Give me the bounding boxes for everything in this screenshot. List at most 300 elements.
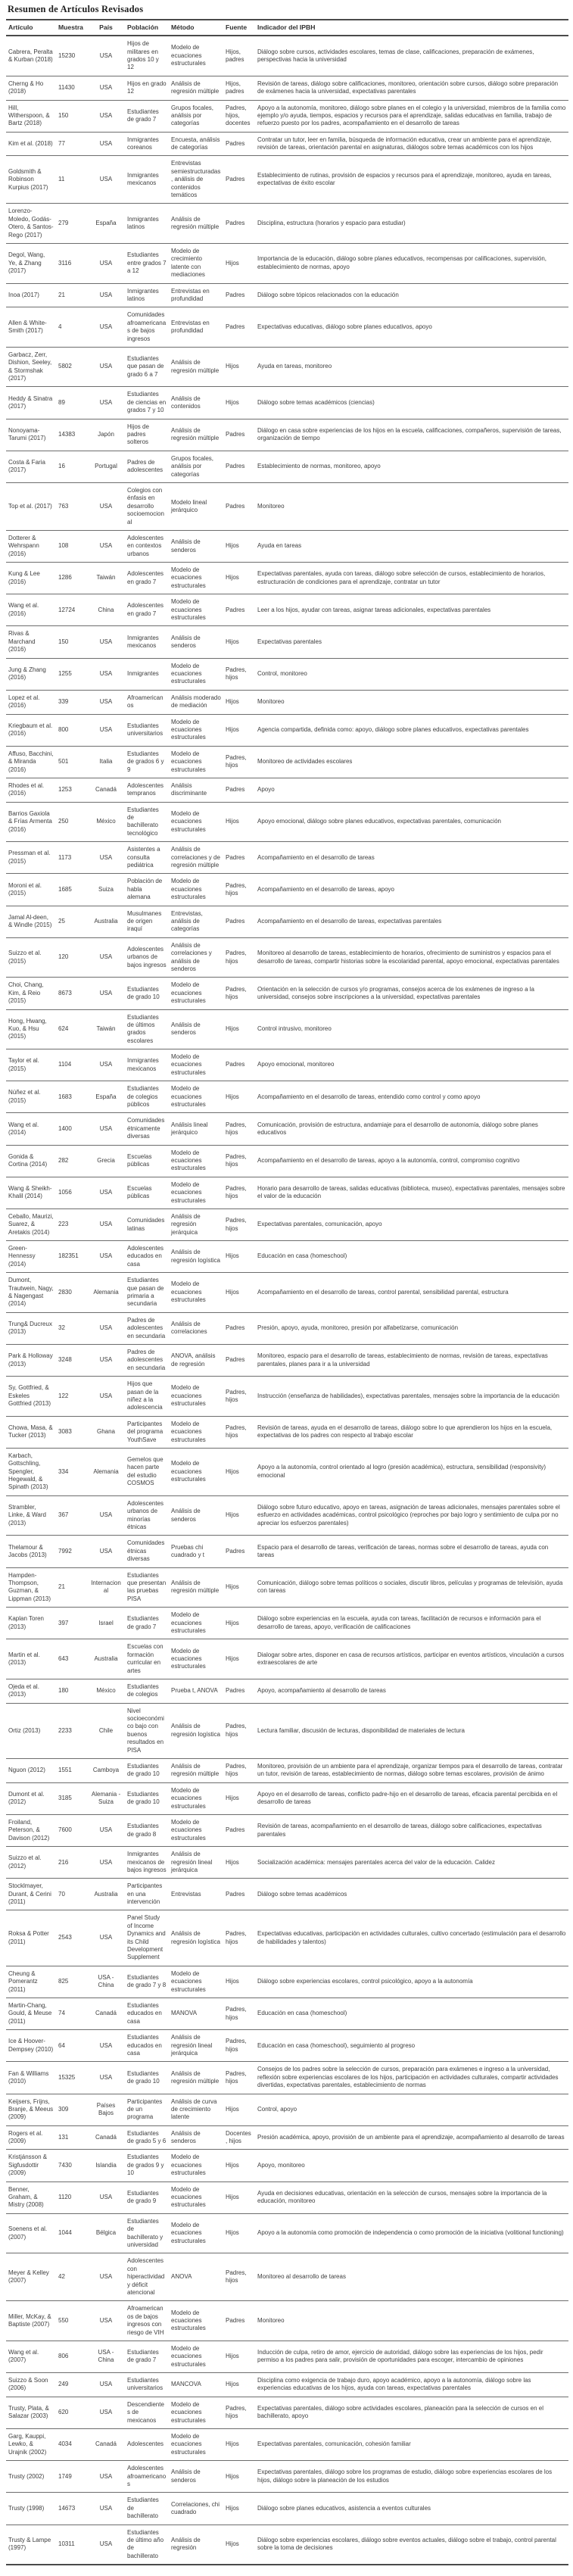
cell-fuente: Hijos bbox=[223, 1639, 255, 1679]
cell-muestra: 122 bbox=[56, 1377, 87, 1417]
table-row bbox=[6, 874, 568, 906]
cell-pais: USA bbox=[87, 2493, 125, 2525]
cell-poblacion: Estudiantes educados en casa bbox=[125, 2030, 169, 2062]
cell-articulo: Froiland, Peterson, & Davison (2012) bbox=[6, 1814, 56, 1846]
cell-pais: USA bbox=[87, 842, 125, 874]
table-row bbox=[6, 1312, 568, 1344]
table-row bbox=[6, 243, 568, 283]
cell-poblacion: Estudiantes de bachillerato bbox=[125, 2493, 169, 2525]
cell-indicador: Control, apoyo bbox=[255, 2094, 568, 2125]
cell-fuente: Padres, hijos, docentes bbox=[223, 100, 255, 132]
cell-pais: USA bbox=[87, 530, 125, 562]
cell-metodo: Modelo de ecuaciones estructurales bbox=[169, 714, 223, 746]
cell-fuente: Padres, hijos bbox=[223, 978, 255, 1009]
cell-muestra: 339 bbox=[56, 690, 87, 714]
table-header bbox=[6, 20, 568, 36]
table-row bbox=[6, 842, 568, 874]
cell-articulo: Benner, Graham, & Mistry (2008) bbox=[6, 2181, 56, 2213]
cell-pais: USA bbox=[87, 156, 125, 204]
cell-poblacion: Hijos de padres solteros bbox=[125, 419, 169, 451]
table-row bbox=[6, 1345, 568, 1377]
cell-articulo: Kristjánsson & Sigfusdottir (2009) bbox=[6, 2150, 56, 2181]
cell-fuente: Padres, hijos bbox=[223, 1416, 255, 1448]
table-row bbox=[6, 1208, 568, 1240]
table-row bbox=[6, 2094, 568, 2125]
cell-articulo: Barrios Gaxiola & Frías Armenta (2016) bbox=[6, 802, 56, 842]
cell-metodo: Análisis de correlaciones bbox=[169, 1312, 223, 1344]
cell-muestra: 1173 bbox=[56, 842, 87, 874]
table-row bbox=[6, 1608, 568, 1639]
cell-pais: México bbox=[87, 802, 125, 842]
cell-pais: Canadá bbox=[87, 778, 125, 802]
cell-indicador: Expectativas educativas, diálogo sobre planes educativos, apoyo bbox=[255, 307, 568, 348]
table-row bbox=[6, 1639, 568, 1679]
cell-indicador: Revisión de tareas, ayuda en el desarrollo de tareas, diálogo sobre lo que aprendieron los hijos en la escuela, expectativas de los padres con respecto al trabajo escolar bbox=[255, 1416, 568, 1448]
cell-poblacion: Estudiantes de grado 7 y 8 bbox=[125, 1966, 169, 1997]
cell-metodo: Análisis de regresión jerárquica bbox=[169, 1208, 223, 1240]
cell-poblacion: Estudiantes de grados 9 y 10 bbox=[125, 2150, 169, 2181]
cell-muestra: 150 bbox=[56, 626, 87, 658]
cell-metodo: Modelo de ecuaciones estructurales bbox=[169, 2429, 223, 2461]
cell-articulo: Rogers et al. (2009) bbox=[6, 2125, 56, 2150]
cell-indicador: Acompañamiento en el desarrollo de tareas, control parental, sensibilidad parental, estructura bbox=[255, 1273, 568, 1313]
cell-metodo: Análisis de regresión múltiple bbox=[169, 1567, 223, 1608]
cell-poblacion: Adolescentes en grado 7 bbox=[125, 563, 169, 594]
cell-metodo: Análisis de regresión bbox=[169, 2525, 223, 2565]
cell-muestra: 64 bbox=[56, 2030, 87, 2062]
cell-poblacion: Estudiantes que presentan las pruebas PISA bbox=[125, 1567, 169, 1608]
column-header-metodo: Método bbox=[169, 20, 223, 36]
cell-poblacion: Comunidades étnicas diversas bbox=[125, 1536, 169, 1567]
table-row bbox=[6, 1177, 568, 1208]
cell-indicador: Comunicación, diálogo sobre temas políticos o sociales, discutir libros, películas y programas de televisión, ayuda con tareas bbox=[255, 1567, 568, 1608]
cell-fuente: Padres bbox=[223, 1879, 255, 1910]
cell-indicador: Diálogo sobre temas académicos (ciencias) bbox=[255, 387, 568, 419]
cell-indicador: Apoyo emocional, monitoreo bbox=[255, 1049, 568, 1081]
cell-metodo: Pruebas chi cuadrado y t bbox=[169, 1536, 223, 1567]
cell-metodo: Modelo de crecimiento latente con mediaciones bbox=[169, 243, 223, 283]
cell-indicador: Orientación en la selección de cursos y/o programas, consejos acerca de los exámenes de ingreso a la universidad, consejos sobre inscripciones a la universidad, expectativas parentales bbox=[255, 978, 568, 1009]
cell-poblacion: Estudiantes de último año de bachillerato bbox=[125, 2525, 169, 2565]
cell-poblacion: Estudiantes de grados 6 y 9 bbox=[125, 746, 169, 778]
cell-pais: USA bbox=[87, 283, 125, 307]
cell-articulo: Hill, Witherspoon, & Bartz (2018) bbox=[6, 100, 56, 132]
cell-fuente: Padres, hijos bbox=[223, 1910, 255, 1966]
cell-pais: USA bbox=[87, 2461, 125, 2493]
cell-articulo: Roksa & Potter (2011) bbox=[6, 1910, 56, 1966]
cell-indicador: Educación en casa (homeschool) bbox=[255, 1998, 568, 2030]
cell-fuente: Hijos, padres bbox=[226, 48, 244, 63]
cell-fuente: Padres, hijos bbox=[223, 1998, 255, 2030]
cell-pais: USA bbox=[87, 1208, 125, 1240]
cell-muestra: 1253 bbox=[56, 778, 87, 802]
cell-poblacion: Hijos que pasan de la niñez a la adolescencia bbox=[125, 1377, 169, 1417]
table-row bbox=[6, 626, 568, 658]
cell-pais: USA bbox=[87, 387, 125, 419]
cell-metodo: Entrevistas bbox=[169, 1879, 223, 1910]
cell-metodo: Modelo de ecuaciones estructurales bbox=[169, 2397, 223, 2428]
cell-metodo: Entrevistas semiestructuradas, análisis de contenidos temáticos bbox=[169, 156, 223, 204]
cell-articulo: Costa & Faria (2017) bbox=[6, 451, 56, 482]
cell-poblacion: Adolescentes en grado 7 bbox=[125, 594, 169, 626]
cell-articulo: Núñez et al. (2015) bbox=[6, 1081, 56, 1113]
column-header-pais: País bbox=[87, 20, 125, 36]
cell-indicador: Apoyo en el desarrollo de tareas, conflicto padre-hijo en el desarrollo de tareas, eficacia parental percibida en el desarrollo de tareas bbox=[255, 1782, 568, 1814]
cell-fuente: Padres bbox=[223, 1312, 255, 1344]
cell-articulo: Nonoyama-Tarumi (2017) bbox=[6, 419, 56, 451]
cell-pais: USA bbox=[87, 690, 125, 714]
cell-metodo: Entrevistas, análisis de categorías bbox=[169, 906, 223, 937]
cell-poblacion: Estudiantes universitarios bbox=[125, 2373, 169, 2397]
cell-poblacion: Adolescentes afroamericanos bbox=[125, 2461, 169, 2493]
cell-poblacion: Comunidades étnicamente diversas bbox=[125, 1113, 169, 1145]
cell-indicador: Apoyo, monitoreo bbox=[255, 2150, 568, 2181]
cell-indicador: Monitoreo bbox=[255, 690, 568, 714]
cell-pais: USA bbox=[87, 76, 125, 100]
table-row bbox=[6, 1567, 568, 1608]
cell-poblacion: Estudiantes que pasan de grado 6 a 7 bbox=[125, 347, 169, 387]
table-row bbox=[6, 2493, 568, 2525]
cell-metodo: Análisis de senderos bbox=[169, 530, 223, 562]
cell-fuente: Hijos bbox=[223, 387, 255, 419]
cell-poblacion: Musulmanes de origen iraquí bbox=[125, 906, 169, 937]
table-row bbox=[6, 387, 568, 419]
cell-metodo: Modelo de ecuaciones estructurales bbox=[169, 1966, 223, 1997]
cell-indicador: Instrucción (enseñanza de habilidades), expectativas parentales, mensajes sobre la importancia de la educación bbox=[255, 1377, 568, 1417]
cell-muestra: 800 bbox=[56, 714, 87, 746]
cell-fuente: Hijos bbox=[223, 1608, 255, 1639]
column-header-poblacion: Población bbox=[125, 20, 169, 36]
table-row bbox=[6, 1377, 568, 1417]
cell-fuente: Hijos bbox=[223, 2094, 255, 2125]
cell-indicador: Apoyo a la autonomía como promoción de independencia o como promoción de la iniciativa (volitional functioning) bbox=[255, 2213, 568, 2253]
cell-muestra: 282 bbox=[56, 1145, 87, 1177]
cell-articulo: Goldsmith & Robinson Kurpius (2017) bbox=[6, 156, 56, 204]
table-row bbox=[6, 1416, 568, 1448]
cell-poblacion: Inmigrantes latinos bbox=[125, 204, 169, 244]
cell-poblacion: Estudiantes de grado 10 bbox=[125, 2062, 169, 2094]
cell-indicador: Contratar un tutor, leer en familia, búsqueda de información educativa, crear un ambiente para el aprendizaje, revisión de tareas, orientación parental en asignaturas, diálogos sobre temas académicos con los hijos bbox=[255, 132, 568, 156]
cell-indicador: Leer a los hijos, ayudar con tareas, asignar tareas adicionales, expectativas parentales bbox=[255, 594, 568, 626]
cell-muestra: 1255 bbox=[56, 658, 87, 690]
cell-articulo: Cheung & Pomerantz (2011) bbox=[6, 1966, 56, 1997]
cell-fuente: Hijos bbox=[223, 1782, 255, 1814]
cell-pais: España bbox=[87, 204, 125, 244]
cell-muestra: 1044 bbox=[56, 2213, 87, 2253]
cell-indicador: Inducción de culpa, retiro de amor, ejercicio de autoridad, diálogo sobre las experiencias de los hijos, pedir permiso a los padres para salir, provisión de oportunidades para escoger, intercambio de opiniones bbox=[255, 2341, 568, 2372]
cell-fuente: Padres bbox=[223, 594, 255, 626]
cell-muestra: 1551 bbox=[56, 1759, 87, 1783]
cell-fuente: Padres bbox=[223, 419, 255, 451]
cell-poblacion: Estudiantes de grado 7 bbox=[125, 2341, 169, 2372]
table-body bbox=[6, 36, 568, 2565]
cell-muestra: 4 bbox=[56, 307, 87, 348]
cell-metodo: Análisis de senderos bbox=[169, 1495, 223, 1536]
cell-articulo: Keijsers, Frijns, Branje, & Meeus (2009) bbox=[6, 2094, 56, 2125]
cell-indicador: Diálogo sobre temas académicos bbox=[255, 1879, 568, 1910]
cell-poblacion: Adolescentes urbanos de bajos ingresos bbox=[125, 937, 169, 978]
cell-articulo: Hampden-Thompson, Guzman, & Lippman (2013) bbox=[6, 1567, 56, 1608]
cell-muestra: 12724 bbox=[56, 594, 87, 626]
cell-poblacion: Adolescentes en contextos urbanos bbox=[125, 530, 169, 562]
cell-pais: USA bbox=[87, 100, 125, 132]
cell-poblacion: Inmigrantes mexicanos bbox=[125, 156, 169, 204]
cell-metodo: Entrevistas en profundidad bbox=[169, 283, 223, 307]
cell-metodo: Modelo de ecuaciones estructurales bbox=[169, 1782, 223, 1814]
cell-pais: USA bbox=[87, 1113, 125, 1145]
cell-articulo: Affuso, Bacchini, & Miranda (2016) bbox=[6, 746, 56, 778]
cell-metodo: Modelo de ecuaciones estructurales bbox=[169, 1416, 223, 1448]
cell-fuente: Padres bbox=[223, 2301, 255, 2341]
cell-poblacion: Hijos en grado 12 bbox=[125, 76, 169, 100]
cell-muestra: 14383 bbox=[56, 419, 87, 451]
table-row bbox=[6, 2373, 568, 2397]
table-row bbox=[6, 156, 568, 204]
cell-indicador: Comunicación, provisión de estructura, andamiaje para el desarrollo de autonomía, diálogo sobre planes educativos bbox=[255, 1113, 568, 1145]
cell-poblacion: Escuelas con formación curricular en artes bbox=[125, 1639, 169, 1679]
header-row bbox=[6, 20, 568, 36]
cell-pais: Suiza bbox=[87, 874, 125, 906]
cell-metodo: Modelo de ecuaciones estructurales bbox=[169, 1273, 223, 1313]
cell-articulo: Pressman et al. (2015) bbox=[6, 842, 56, 874]
cell-fuente: Padres bbox=[223, 482, 255, 530]
cell-articulo: Cherng & Ho (2018) bbox=[6, 76, 56, 100]
cell-fuente: Padres bbox=[223, 906, 255, 937]
column-header-indicador: Indicador del IPBH bbox=[255, 20, 568, 36]
cell-articulo: Cabrera, Peralta & Kurban (2018) bbox=[8, 48, 53, 63]
cell-metodo: Modelo de ecuaciones estructurales bbox=[169, 978, 223, 1009]
table-row bbox=[6, 563, 568, 594]
cell-pais: Internacional bbox=[87, 1567, 125, 1608]
cell-muestra: 3248 bbox=[56, 1345, 87, 1377]
cell-muestra: 7430 bbox=[56, 2150, 87, 2181]
cell-pais: USA bbox=[87, 714, 125, 746]
cell-muestra: 3116 bbox=[56, 243, 87, 283]
cell-muestra: 397 bbox=[56, 1608, 87, 1639]
cell-metodo: Análisis de regresión múltiple bbox=[169, 76, 223, 100]
cell-poblacion: Hijos de militares en grados 10 y 12 bbox=[127, 40, 159, 71]
table-row bbox=[6, 1049, 568, 1081]
cell-poblacion: Adolescentes educados en casa bbox=[125, 1241, 169, 1273]
cell-metodo: Modelo de ecuaciones estructurales bbox=[169, 1049, 223, 1081]
cell-fuente: Hijos bbox=[223, 1567, 255, 1608]
cell-indicador: Acompañamiento en el desarrollo de tareas, apoyo a la autonomía, control, compromiso cognitivo bbox=[255, 1145, 568, 1177]
cell-pais: Bélgica bbox=[87, 2213, 125, 2253]
cell-pais: Italia bbox=[87, 746, 125, 778]
cell-articulo: Trusty (2002) bbox=[6, 2461, 56, 2493]
cell-poblacion: Adolescentes bbox=[125, 2429, 169, 2461]
cell-muestra: 309 bbox=[56, 2094, 87, 2125]
cell-poblacion: Adolescentes urbanos de minorías étnicas bbox=[125, 1495, 169, 1536]
cell-pais: USA bbox=[87, 307, 125, 348]
cell-indicador: Diálogo en casa sobre experiencias de los hijos en la escuela, calificaciones, compañeros, supervisión de tareas, organización de tiempo bbox=[255, 419, 568, 451]
cell-pais: USA bbox=[87, 978, 125, 1009]
cell-pais: USA bbox=[87, 1814, 125, 1846]
cell-metodo: Análisis lineal jerárquico bbox=[169, 1113, 223, 1145]
cell-pais: USA bbox=[87, 2030, 125, 2062]
cell-poblacion: Participantes de un programa bbox=[125, 2094, 169, 2125]
cell-pais: Australia bbox=[87, 906, 125, 937]
cell-muestra: 1104 bbox=[56, 1049, 87, 1081]
cell-muestra: 15325 bbox=[56, 2062, 87, 2094]
cell-fuente: Padres, hijos bbox=[223, 658, 255, 690]
cell-pais: Grecia bbox=[87, 1145, 125, 1177]
table-row bbox=[6, 802, 568, 842]
cell-indicador: Acompañamiento en el desarrollo de tareas bbox=[255, 842, 568, 874]
cell-poblacion: Estudiantes de grado 10 bbox=[125, 1759, 169, 1783]
cell-muestra: 5802 bbox=[56, 347, 87, 387]
table-row bbox=[6, 778, 568, 802]
cell-poblacion: Población de habla alemana bbox=[125, 874, 169, 906]
cell-metodo: Modelo de ecuaciones estructurales bbox=[169, 1177, 223, 1208]
cell-metodo: Análisis de regresión múltiple bbox=[169, 204, 223, 244]
cell-muestra: 249 bbox=[56, 2373, 87, 2397]
cell-metodo: Análisis de correlaciones y análisis de senderos bbox=[169, 937, 223, 978]
cell-articulo: Taylor et al. (2015) bbox=[6, 1049, 56, 1081]
cell-indicador: Lectura familiar, discusión de lecturas, disponibilidad de materiales de lectura bbox=[255, 1703, 568, 1758]
table-row bbox=[6, 347, 568, 387]
cell-indicador: Ayuda en decisiones educativas, orientación en la selección de cursos, mensajes sobre la importancia de la educación, monitoreo bbox=[255, 2181, 568, 2213]
cell-fuente: Padres, hijos bbox=[223, 2030, 255, 2062]
cell-metodo: Modelo de ecuaciones estructurales bbox=[169, 1081, 223, 1113]
cell-metodo: Análisis de regresión logística bbox=[169, 1241, 223, 1273]
table-row bbox=[6, 419, 568, 451]
cell-indicador: Diálogo sobre experiencias escolares, control psicológico, apoyo a la autonomía bbox=[255, 1966, 568, 1997]
cell-fuente: Hijos bbox=[223, 626, 255, 658]
table-row bbox=[6, 1273, 568, 1313]
cell-pais: Australia bbox=[87, 1879, 125, 1910]
cell-articulo: Heddy & Sinatra (2017) bbox=[6, 387, 56, 419]
cell-muestra: 223 bbox=[56, 1208, 87, 1240]
cell-fuente: Hijos bbox=[223, 2341, 255, 2372]
cell-articulo: Trusty, Plata, & Salazar (2003) bbox=[6, 2397, 56, 2428]
cell-metodo: Modelo de ecuaciones estructurales bbox=[169, 1377, 223, 1417]
cell-metodo: Prueba t, ANOVA bbox=[169, 1679, 223, 1703]
cell-poblacion: Padres de adolescentes en secundaria bbox=[125, 1345, 169, 1377]
cell-fuente: Padres bbox=[223, 1814, 255, 1846]
cell-fuente: Padres, hijos bbox=[223, 1377, 255, 1417]
cell-articulo: Dumont et al. (2012) bbox=[6, 1782, 56, 1814]
cell-fuente: Docentes, hijos bbox=[223, 2125, 255, 2150]
cell-poblacion: Estudiantes de colegios bbox=[125, 1679, 169, 1703]
cell-pais: Países Bajos bbox=[87, 2094, 125, 2125]
cell-indicador: Revisión de tareas, diálogo sobre calificaciones, monitoreo, orientación sobre cursos, diálogo sobre preparación de exámenes hacia la universidad, expectativas parentales bbox=[255, 76, 568, 100]
table-row bbox=[6, 978, 568, 1009]
table-row bbox=[6, 1814, 568, 1846]
cell-pais: USA bbox=[87, 1495, 125, 1536]
cell-poblacion: Inmigrantes coreanos bbox=[125, 132, 169, 156]
table-row bbox=[6, 2213, 568, 2253]
page-title: Resumen de Artículos Revisados bbox=[8, 4, 144, 14]
cell-articulo: Martin et al. (2013) bbox=[6, 1639, 56, 1679]
cell-articulo: Thelamour & Jacobs (2013) bbox=[6, 1536, 56, 1567]
cell-indicador: Agencia compartida, definida como: apoyo, diálogo sobre planes educativos, expectativas parentales bbox=[255, 714, 568, 746]
cell-muestra: 15230 bbox=[58, 51, 76, 59]
cell-metodo: Análisis discriminante bbox=[169, 778, 223, 802]
cell-metodo: Análisis de correlaciones y de regresión múltiple bbox=[169, 842, 223, 874]
cell-fuente: Hijos bbox=[223, 1273, 255, 1313]
cell-metodo: Modelo de ecuaciones estructurales bbox=[169, 1608, 223, 1639]
cell-articulo: Wang et al. (2014) bbox=[6, 1113, 56, 1145]
cell-metodo: Modelo de ecuaciones estructurales bbox=[169, 2301, 223, 2341]
cell-indicador: Apoyo bbox=[255, 778, 568, 802]
cell-indicador: Establecimiento de rutinas, provisión de espacios y recursos para el aprendizaje, monitoreo, ayuda en tareas, expectativas de éxito escolar bbox=[255, 156, 568, 204]
cell-muestra: 1286 bbox=[56, 563, 87, 594]
cell-muestra: 620 bbox=[56, 2397, 87, 2428]
cell-pais: Camboya bbox=[87, 1759, 125, 1783]
cell-fuente: Padres, hijos bbox=[223, 1145, 255, 1177]
cell-poblacion: Descendientes de mexicanos bbox=[125, 2397, 169, 2428]
table-row bbox=[6, 2397, 568, 2428]
table-row bbox=[6, 1081, 568, 1113]
column-header-articulo: Artículo bbox=[6, 20, 56, 36]
cell-metodo: Modelo de ecuaciones estructurales bbox=[169, 2181, 223, 2213]
cell-articulo: Rhodes et al. (2016) bbox=[6, 778, 56, 802]
cell-muestra: 131 bbox=[56, 2125, 87, 2150]
cell-pais: USA bbox=[87, 1345, 125, 1377]
cell-muestra: 216 bbox=[56, 1847, 87, 1879]
cell-muestra: 77 bbox=[56, 132, 87, 156]
cell-fuente: Hijos bbox=[223, 2525, 255, 2565]
cell-metodo: Análisis de senderos bbox=[169, 2461, 223, 2493]
cell-fuente: Padres, hijos bbox=[223, 1759, 255, 1783]
cell-muestra: 25 bbox=[56, 906, 87, 937]
cell-muestra: 21 bbox=[56, 283, 87, 307]
cell-articulo: Nguon (2012) bbox=[6, 1759, 56, 1783]
cell-articulo: Jung & Zhang (2016) bbox=[6, 658, 56, 690]
cell-muestra: 10311 bbox=[56, 2525, 87, 2565]
cell-pais: USA bbox=[87, 1536, 125, 1567]
cell-indicador: Acompañamiento en el desarrollo de tareas, apoyo bbox=[255, 874, 568, 906]
cell-pais: USA bbox=[87, 1177, 125, 1208]
cell-muestra: 180 bbox=[56, 1679, 87, 1703]
cell-muestra: 2543 bbox=[56, 1910, 87, 1966]
cell-poblacion: Estudiantes de colegios públicos bbox=[125, 1081, 169, 1113]
cell-fuente: Padres bbox=[223, 1049, 255, 1081]
cell-pais: España bbox=[87, 1081, 125, 1113]
cell-indicador: Monitoreo de actividades escolares bbox=[255, 746, 568, 778]
cell-fuente: Hijos bbox=[223, 2213, 255, 2253]
cell-articulo: Moroni et al. (2015) bbox=[6, 874, 56, 906]
cell-articulo: Soenens et al. (2007) bbox=[6, 2213, 56, 2253]
cell-metodo: Entrevistas en profundidad bbox=[169, 307, 223, 348]
cell-indicador: Diálogo sobre experiencias escolares, diálogo sobre eventos actuales, diálogo sobre el trabajo, control parental sobre la toma de decisiones bbox=[255, 2525, 568, 2565]
cell-muestra: 32 bbox=[56, 1312, 87, 1344]
cell-pais: Taiwán bbox=[87, 563, 125, 594]
cell-indicador: Diálogo sobre experiencias en la escuela, ayuda con tareas, facilitación de recursos e información para el desarrollo de tareas, apoyo, verificación de calificaciones bbox=[255, 1608, 568, 1639]
table-row bbox=[6, 714, 568, 746]
cell-indicador: Disciplina, estructura (horarios y espacio para estudiar) bbox=[255, 204, 568, 244]
cell-metodo: Modelo de ecuaciones estructurales bbox=[169, 1639, 223, 1679]
cell-fuente: Padres bbox=[223, 307, 255, 348]
cell-fuente: Padres, hijos bbox=[223, 2062, 255, 2094]
cell-poblacion: Estudiantes de bachillerato tecnológico bbox=[125, 802, 169, 842]
cell-articulo: Degol, Wang, Ye, & Zhang (2017) bbox=[6, 243, 56, 283]
table-row bbox=[6, 2461, 568, 2493]
cell-muestra: 14673 bbox=[56, 2493, 87, 2525]
table-row bbox=[6, 1910, 568, 1966]
cell-indicador: Educación en casa (homeschool) bbox=[255, 1241, 568, 1273]
cell-articulo: Lopez et al. (2016) bbox=[6, 690, 56, 714]
cell-articulo: Ceballo, Maurizi, Suarez, & Aretakis (2014) bbox=[6, 1208, 56, 1240]
cell-poblacion: Estudiantes de grado 7 bbox=[125, 1608, 169, 1639]
cell-articulo: Park & Holloway (2013) bbox=[6, 1345, 56, 1377]
cell-metodo: Modelo de ecuaciones estructurales bbox=[169, 1448, 223, 1495]
cell-fuente: Padres bbox=[223, 283, 255, 307]
table-row bbox=[6, 1879, 568, 1910]
cell-fuente: Padres, hijos bbox=[223, 746, 255, 778]
cell-metodo: Modelo de ecuaciones estructurales bbox=[169, 594, 223, 626]
